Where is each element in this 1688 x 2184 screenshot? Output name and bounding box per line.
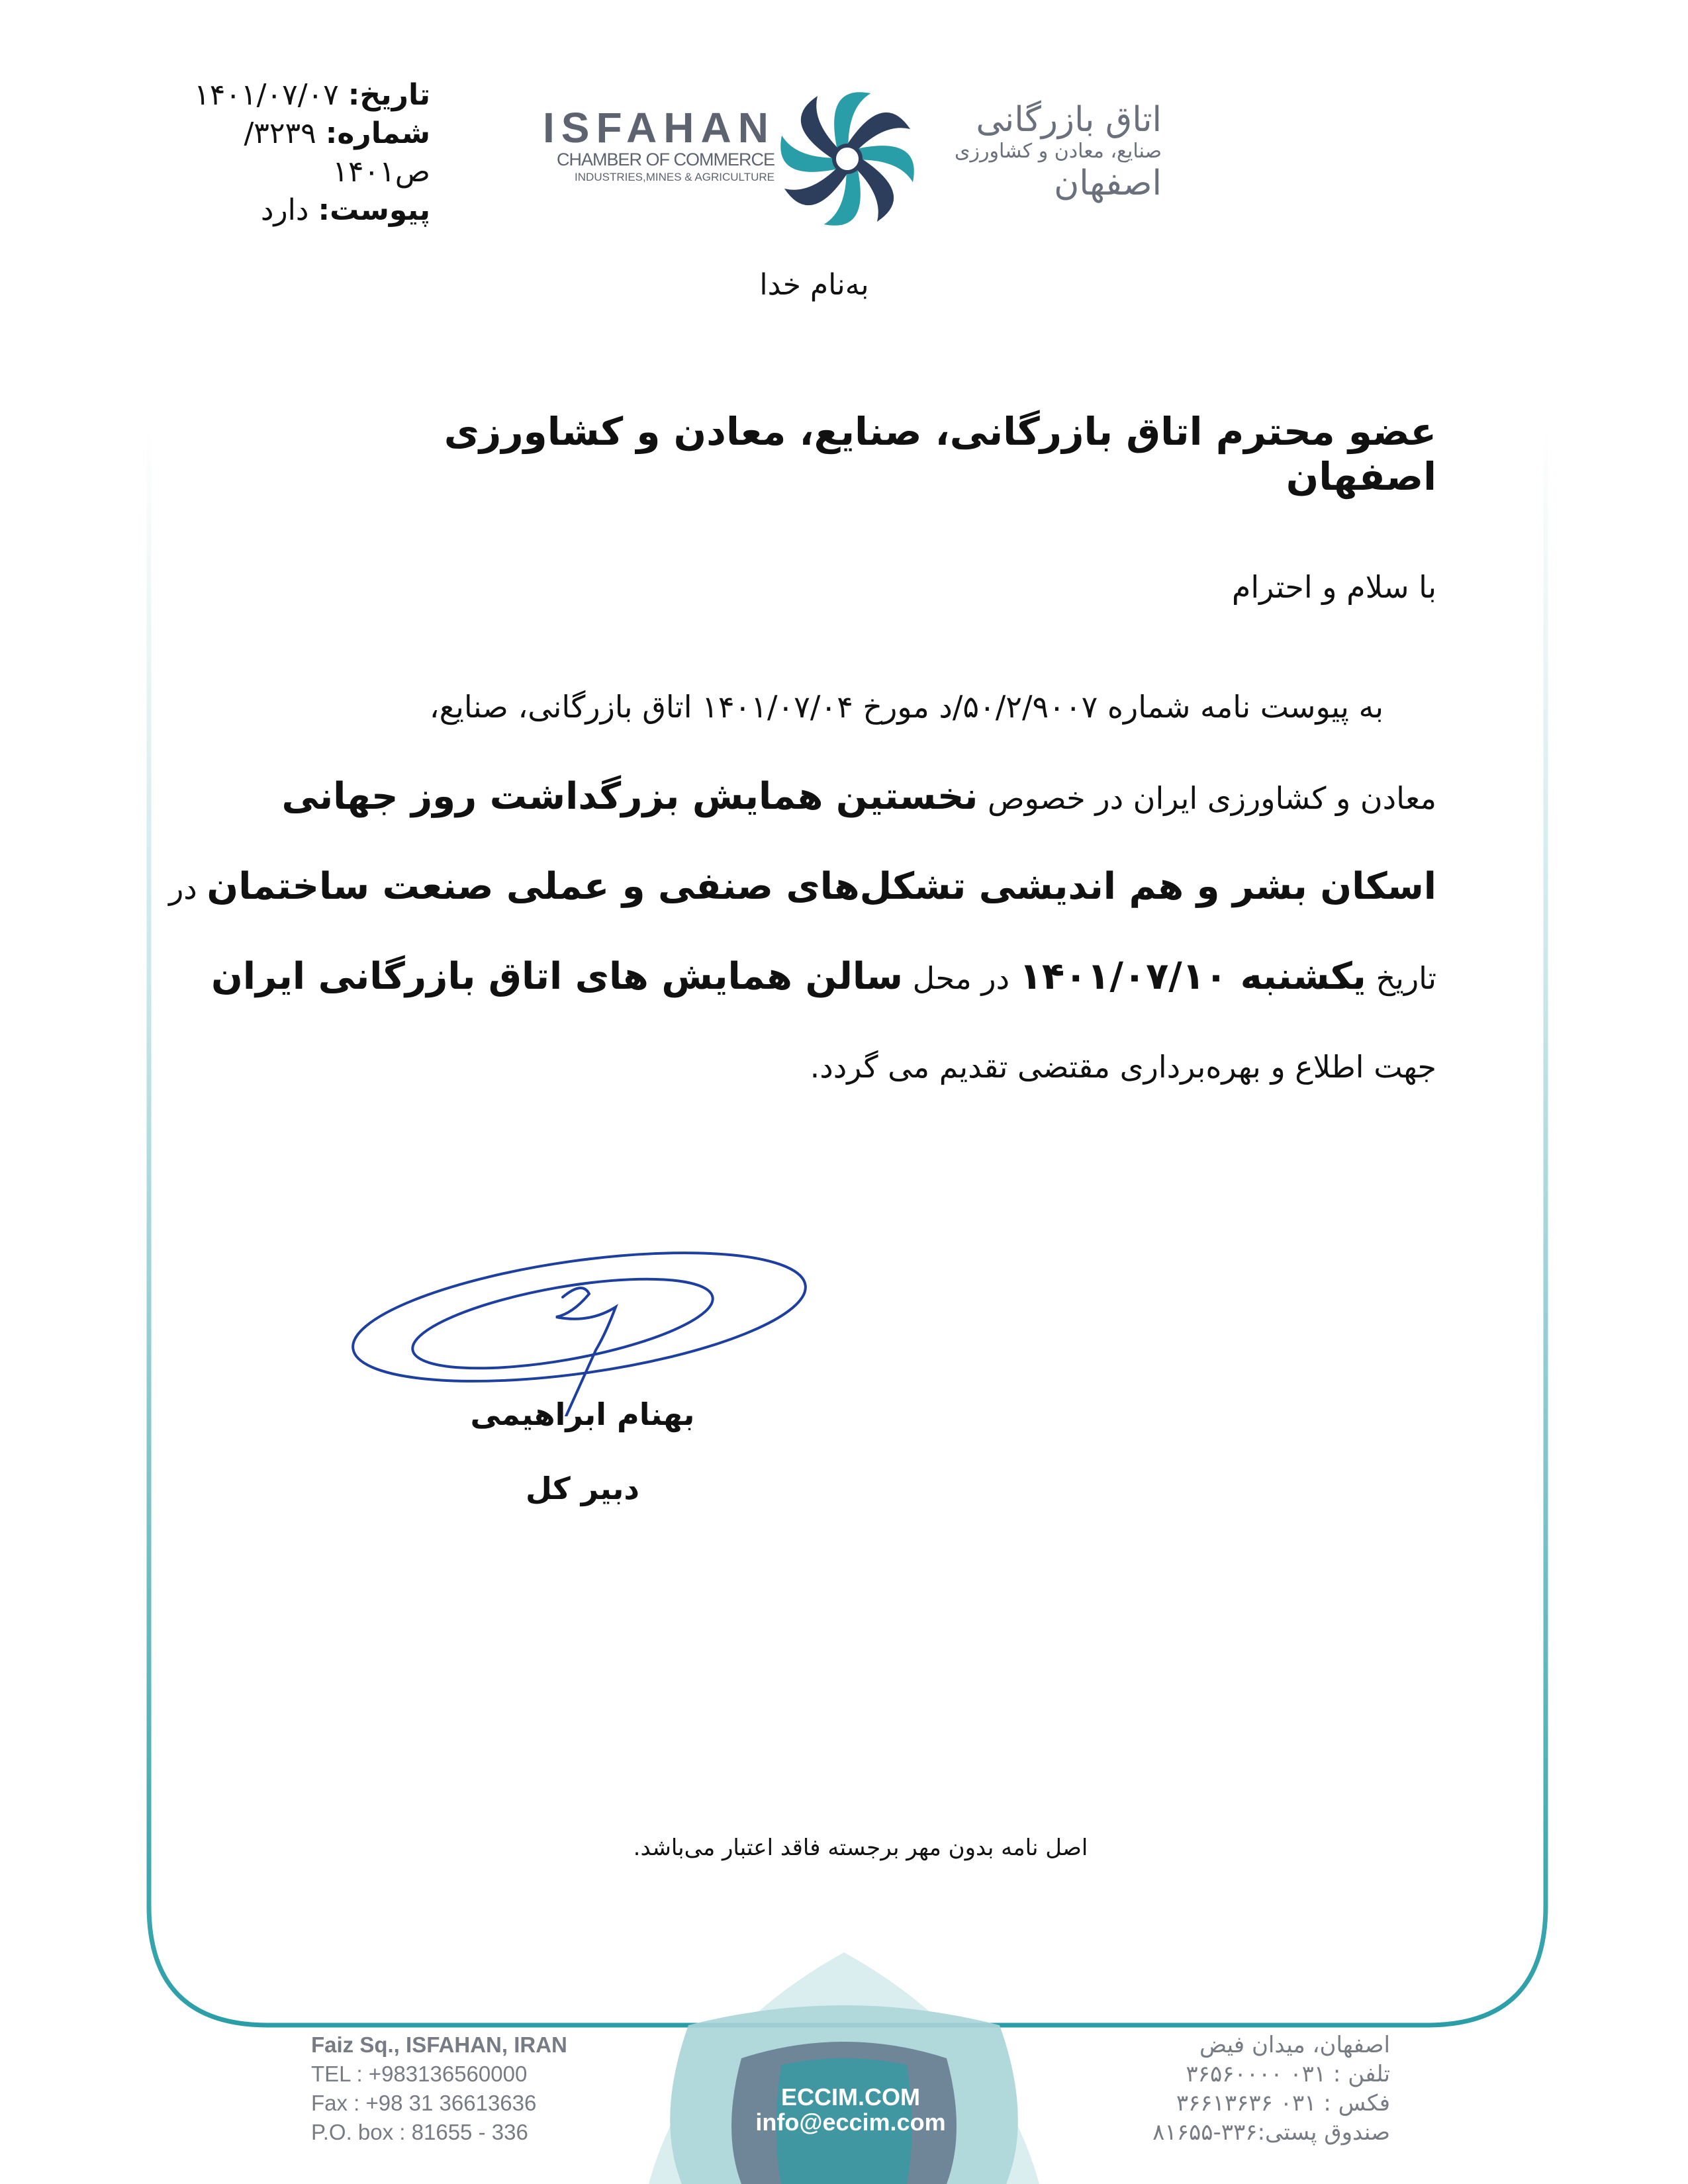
date-row [165,76,430,114]
bismillah: به‌نام خدا [759,268,869,302]
footer-ornament [649,1952,1039,2184]
body-line-1-text: به پیوست نامه شماره ۵۰/۲/۹۰۰۷/د مورخ ۱۴۰۱/۰۷/۰۴ اتاق بازرگانی، صنایع، [429,689,1383,725]
logo-persian [923,101,1162,203]
body-line-5 [245,1022,1436,1112]
signatory-name: بهنام ابراهیمی [470,1396,695,1432]
body-line-1 [245,662,1436,752]
body-line-4 [211,932,1436,1022]
number-row [165,114,430,191]
signature-scribble [344,1218,821,1416]
footer-en-fax: Fax : +98 31 36613636 [311,2091,537,2115]
logo-fa-title: اتاق بازرگانی [976,100,1162,140]
letter-meta [165,76,430,230]
logo-en-title: ISFAHAN [543,104,775,152]
body-line-3-b: در [169,870,197,906]
logo-fa-subtitle: صنایع، معادن و کشاورزی [955,140,1162,163]
logo-en-tagline: INDUSTRIES,MINES & AGRICULTURE [575,171,774,183]
date-label: تاریخ: [348,78,430,112]
logo-english [543,106,774,185]
footer-email: info@eccim.com [755,2109,946,2136]
footer-english-contact [311,2030,576,2147]
attachment-label: پیوست: [318,193,430,227]
footer-en-po: P.O. box : 81655 - 336 [311,2120,528,2144]
letter-body [169,662,1436,1112]
body-line-2-b: نخستین همایش بزرگداشت روز جهانی [281,775,978,818]
footer-persian-contact [1125,2030,1390,2147]
attachment-value: دارد [260,193,309,227]
logo-en-subtitle: CHAMBER OF COMMERCE [556,150,774,169]
body-line-3-a: اسکان بشر و هم اندیشی تشکل‌های صنفی و عملی صنعت ساختمان [207,865,1436,908]
footer-website: ECCIM.COM [781,2083,920,2111]
greeting: با سلام و احترام [1231,569,1436,605]
footer-web [718,2085,983,2135]
date-value: ۱۴۰۱/۰۷/۰۷ [194,78,339,112]
number-label: شماره: [325,116,430,150]
body-line-4-d: سالن همایش های اتاق بازرگانی ایران [211,955,903,998]
attachment-row [165,191,430,230]
body-line-3 [169,842,1436,932]
footer-en-tel: TEL : +983136560000 [311,2062,528,2086]
recipient-line: عضو محترم اتاق بازرگانی، صنایع، معادن و کشاورزی اصفهان [444,409,1436,499]
number-value: ۳۲۳۹/ص۱۴۰۱ [244,116,430,189]
footer-fa-address: اصفهان، میدان فیض [1199,2032,1390,2058]
logo-fa-city: اصفهان [1054,163,1162,203]
footer-fa-fax: فکس : ۰۳۱ ۳۶۶۱۳۶۳۶ [1176,2090,1390,2116]
body-line-4-b: یکشنبه ۱۴۰۱/۰۷/۱۰ [1019,955,1366,998]
body-line-4-a: تاریخ [1376,960,1436,996]
body-line-5-text: جهت اطلاع و بهره‌برداری مقتضی تقدیم می گردد. [810,1049,1436,1085]
logo-emblem-icon [774,86,920,232]
validity-notice: اصل نامه بدون مهر برجسته فاقد اعتبار می‌باشد. [633,1835,1088,1861]
footer-en-address: Faiz Sq., ISFAHAN, IRAN [311,2032,567,2057]
footer-fa-tel: تلفن : ۰۳۱ ۳۶۵۶۰۰۰۰ [1186,2061,1390,2087]
body-line-4-c: در محل [912,960,1010,996]
body-line-2-a: معادن و کشاورزی ایران در خصوص [988,780,1436,816]
body-line-2 [245,752,1436,842]
footer-fa-po: صندوق پستی:۳۳۶-۸۱۶۵۵ [1152,2119,1390,2146]
signatory-title: دبیر کل [525,1471,640,1506]
